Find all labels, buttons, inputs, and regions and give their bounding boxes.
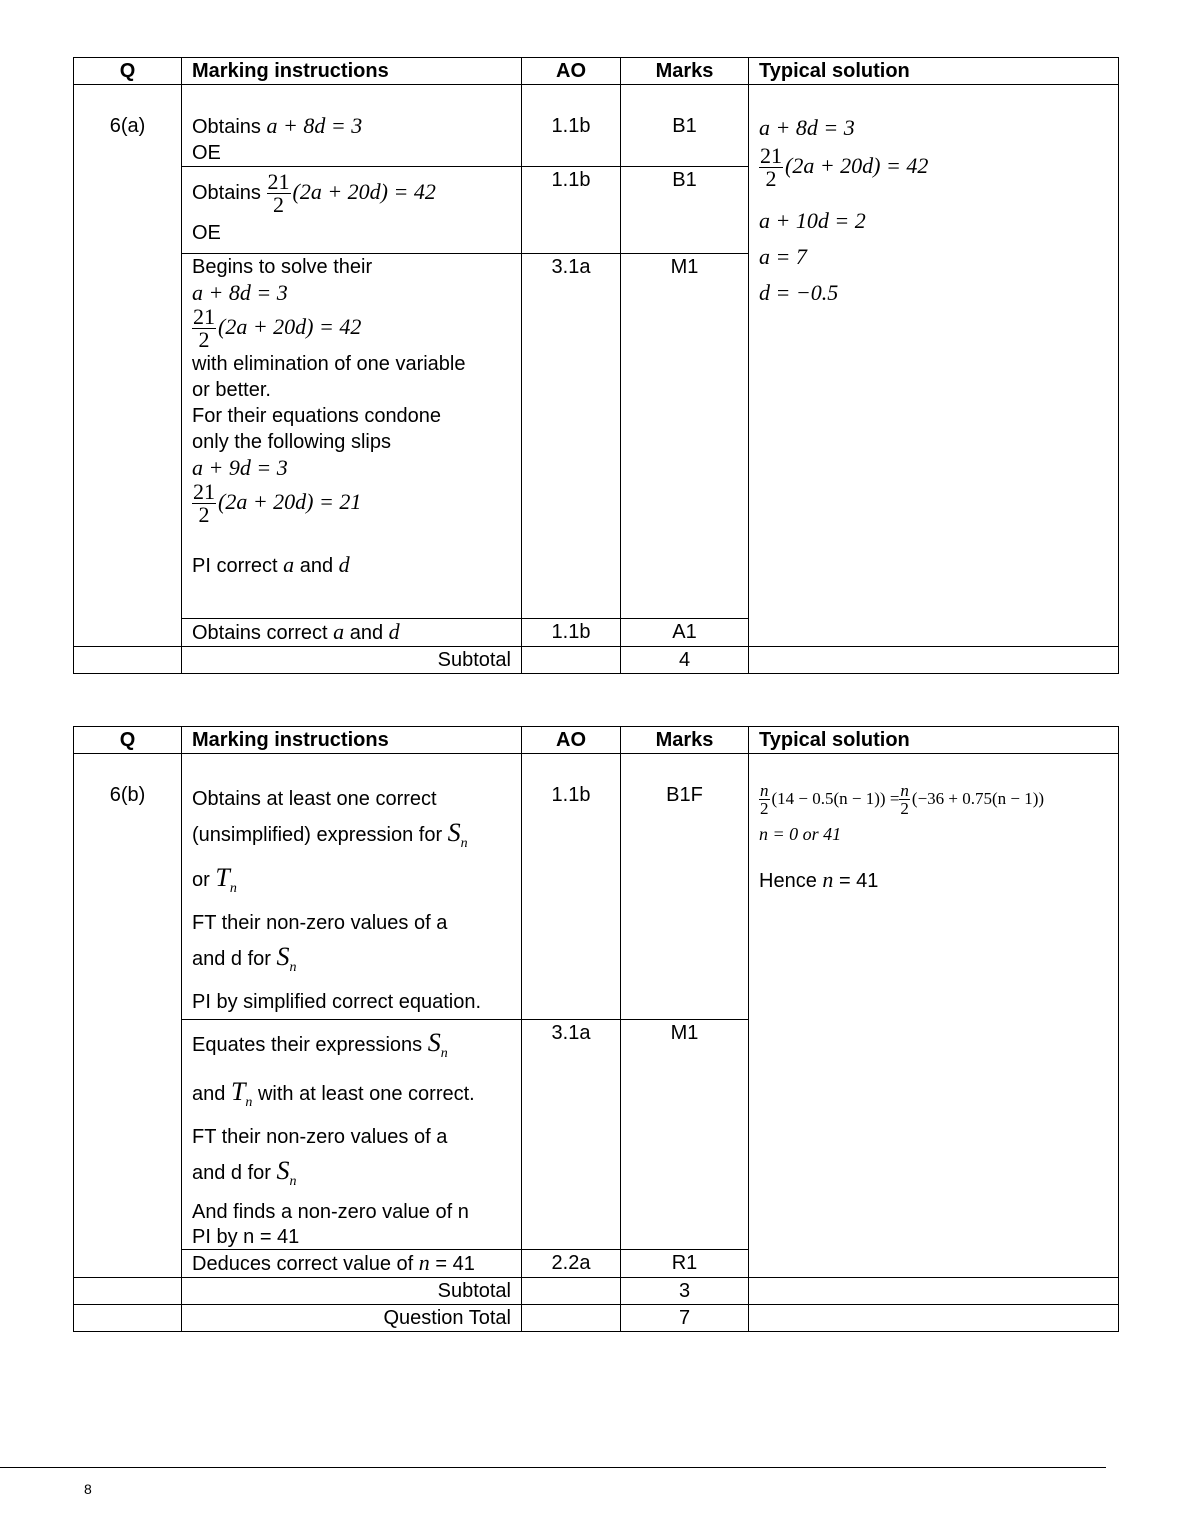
- mark-cell: B1F: [621, 754, 749, 1020]
- header-ao: AO: [522, 727, 621, 754]
- marking-text: Obtains at least one correct: [192, 788, 437, 810]
- fraction: [192, 481, 216, 526]
- frac-den: 2: [765, 166, 777, 191]
- total-label: Question Total: [182, 1305, 522, 1332]
- solution-text: = 41: [838, 870, 879, 892]
- ao-cell: 1.1b: [522, 85, 621, 167]
- frac-den: 2: [900, 799, 909, 818]
- mark-scheme-table-6b: [73, 726, 1119, 1305]
- variable: a: [283, 552, 295, 577]
- marking-text: Equates their expressions: [192, 1034, 423, 1056]
- empty-cell: [749, 1305, 1119, 1332]
- oe-label: OE: [192, 142, 221, 164]
- ao-cell: 1.1b: [522, 619, 621, 647]
- subscript-n: n: [289, 960, 297, 975]
- subscript-n: n: [289, 1174, 297, 1189]
- frac-num: 21: [760, 143, 782, 168]
- frac-den: 2: [198, 327, 210, 352]
- marking-cell: [182, 167, 522, 254]
- frac-num: 21: [193, 304, 215, 329]
- marking-text: Obtains: [192, 181, 261, 204]
- symbol-T: T: [215, 863, 230, 892]
- symbol-S: S: [447, 818, 461, 847]
- typical-solution-cell: [749, 754, 1119, 1278]
- solution-line: a + 10d = 2: [759, 208, 866, 233]
- ao-cell: 2.2a: [522, 1250, 621, 1278]
- header-typical: Typical solution: [749, 58, 1119, 85]
- solution-expression: (14 − 0.5(n − 1)) =: [771, 788, 900, 808]
- ao-cell: 1.1b: [522, 167, 621, 254]
- subtotal-value: 3: [621, 1278, 749, 1305]
- marking-text: FT their non-zero values of a: [192, 912, 448, 934]
- question-id: 6(a): [74, 85, 182, 647]
- question-id: 6(b): [74, 754, 182, 1278]
- mark-cell: A1: [621, 619, 749, 647]
- equation: a + 8d = 3: [192, 280, 288, 305]
- mark-cell: M1: [621, 1020, 749, 1250]
- variable: a: [333, 619, 345, 644]
- fraction: [759, 145, 783, 190]
- empty-cell: [74, 647, 182, 674]
- question-total-table: [73, 1304, 1119, 1332]
- solution-text: Hence: [759, 870, 817, 892]
- empty-cell: [522, 647, 621, 674]
- marking-text: PI by simplified correct equation.: [192, 991, 482, 1013]
- empty-cell: [522, 1305, 621, 1332]
- variable: d: [338, 552, 350, 577]
- equation: (2a + 20d) = 42: [292, 178, 436, 204]
- empty-cell: [749, 1278, 1119, 1305]
- typical-solution-cell: [749, 85, 1119, 647]
- fraction: [267, 171, 291, 216]
- solution-line: d = −0.5: [759, 280, 839, 305]
- header-marking: Marking instructions: [182, 58, 522, 85]
- marking-text: (unsimplified) expression for: [192, 824, 443, 846]
- subtotal-label: Subtotal: [182, 1278, 522, 1305]
- subtotal-row: [74, 647, 1119, 674]
- symbol-T: T: [230, 1077, 246, 1106]
- marking-text: Obtains: [192, 116, 261, 138]
- marking-text: or: [192, 869, 210, 891]
- total-row: [74, 1305, 1119, 1332]
- marking-text: and: [299, 555, 334, 577]
- mark-scheme-table-6a: [73, 57, 1119, 674]
- equation: a + 8d = 3: [266, 113, 363, 138]
- marking-text: Obtains correct: [192, 622, 328, 644]
- header-marks: Marks: [621, 58, 749, 85]
- table-row: [74, 85, 1119, 167]
- ao-cell: 3.1a: [522, 1020, 621, 1250]
- header-marks: Marks: [621, 727, 749, 754]
- marking-cell: [182, 85, 522, 167]
- marking-cell: [182, 1020, 522, 1250]
- mark-cell: M1: [621, 254, 749, 619]
- empty-cell: [522, 1278, 621, 1305]
- marking-text: and: [192, 1083, 226, 1105]
- frac-den: 2: [273, 192, 284, 217]
- solution-line: a + 8d = 3: [759, 115, 855, 140]
- marking-text: = 41: [435, 1253, 475, 1275]
- subtotal-row: [74, 1278, 1119, 1305]
- frac-den: 2: [760, 799, 769, 818]
- marking-text: PI correct: [192, 555, 278, 577]
- subscript-n: n: [245, 1095, 253, 1110]
- header-q: Q: [74, 58, 182, 85]
- page-number: 8: [84, 1481, 92, 1497]
- subscript-n: n: [440, 1046, 448, 1061]
- marking-text: FT their non-zero values of a: [192, 1126, 448, 1148]
- marking-cell: [182, 754, 522, 1020]
- symbol-S: S: [427, 1028, 441, 1057]
- solution-expression: (−36 + 0.75(n − 1)): [911, 788, 1045, 808]
- symbol-S: S: [276, 1156, 290, 1185]
- equation: (2a + 20d) = 42: [218, 313, 362, 339]
- marking-text: For their equations condone: [192, 405, 442, 427]
- variable: n: [418, 1250, 430, 1275]
- empty-cell: [74, 1278, 182, 1305]
- marking-text: and: [349, 622, 384, 644]
- ao-cell: 1.1b: [522, 754, 621, 1020]
- header-row: [74, 727, 1119, 754]
- fraction: [759, 782, 770, 817]
- marking-text: and d for: [192, 948, 271, 970]
- fraction: [899, 782, 910, 817]
- header-ao: AO: [522, 58, 621, 85]
- marking-text: with at least one correct.: [257, 1083, 475, 1105]
- marking-cell: [182, 254, 522, 619]
- mark-cell: R1: [621, 1250, 749, 1278]
- header-row: [74, 58, 1119, 85]
- frac-num: 21: [267, 169, 290, 194]
- marking-text: Deduces correct value of: [192, 1253, 414, 1275]
- symbol-S: S: [276, 942, 290, 971]
- ao-cell: 3.1a: [522, 254, 621, 619]
- marking-text: with elimination of one variable: [192, 353, 466, 375]
- frac-num: n: [900, 781, 909, 800]
- mark-cell: B1: [621, 85, 749, 167]
- mark-cell: B1: [621, 167, 749, 254]
- marking-text: only the following slips: [192, 431, 391, 453]
- marking-text: PI by n = 41: [192, 1226, 300, 1248]
- marking-cell: [182, 1250, 522, 1278]
- header-typical: Typical solution: [749, 727, 1119, 754]
- subtotal-label: Subtotal: [182, 647, 522, 674]
- frac-num: n: [760, 781, 769, 800]
- fraction: [192, 306, 216, 351]
- total-value: 7: [621, 1305, 749, 1332]
- solution-line: (2a + 20d) = 42: [785, 152, 929, 178]
- variable: n: [822, 867, 834, 892]
- variable: d: [388, 619, 400, 644]
- solution-line: n = 0 or 41: [759, 824, 842, 844]
- equation: (2a + 20d) = 21: [218, 488, 362, 514]
- header-marking: Marking instructions: [182, 727, 522, 754]
- oe-label: OE: [192, 222, 221, 244]
- table-row: [74, 754, 1119, 1020]
- marking-text: and d for: [192, 1162, 271, 1184]
- solution-line: a = 7: [759, 244, 807, 269]
- header-q: Q: [74, 727, 182, 754]
- frac-den: 2: [198, 502, 210, 527]
- footer-rule: [0, 1467, 1106, 1468]
- equation: a + 9d = 3: [192, 455, 288, 480]
- empty-cell: [74, 1305, 182, 1332]
- marking-text: Begins to solve their: [192, 256, 373, 278]
- marking-cell: [182, 619, 522, 647]
- marking-text: or better.: [192, 379, 271, 401]
- subscript-n: n: [229, 881, 237, 896]
- subscript-n: n: [460, 836, 468, 851]
- frac-num: 21: [193, 479, 215, 504]
- subtotal-value: 4: [621, 647, 749, 674]
- empty-cell: [749, 647, 1119, 674]
- marking-text: And finds a non-zero value of n: [192, 1201, 469, 1223]
